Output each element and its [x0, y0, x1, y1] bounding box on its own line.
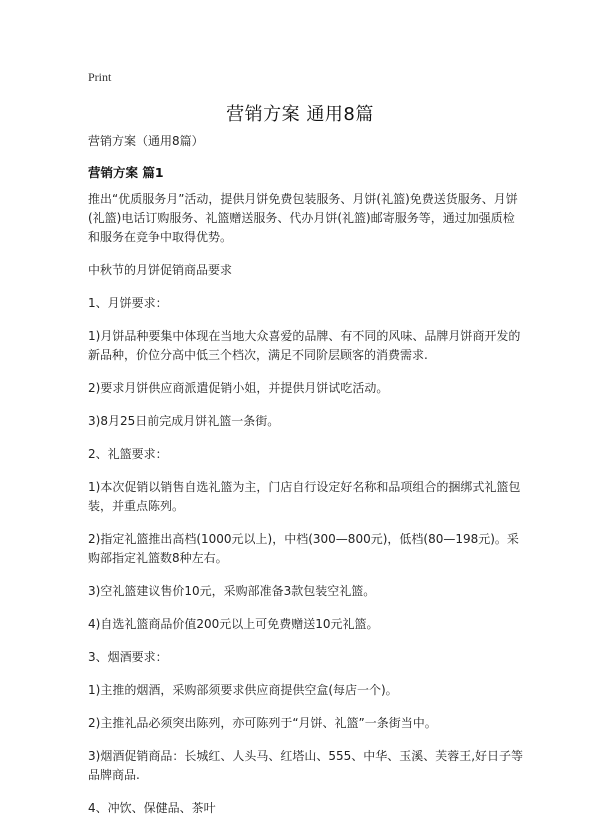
- paragraph: 4)自选礼篮商品价值200元以上可免费赠送10元礼篮。: [88, 617, 379, 631]
- document-title: 营销方案 通用8篇: [226, 104, 374, 125]
- paragraph: 3、烟酒要求：: [88, 650, 168, 664]
- paragraph: 2)指定礼篮推出高档(1000元以上)，中档(300—800元)，低档(80—198元)。采购部指定礼篮数8种左右。: [88, 532, 519, 565]
- section-heading: 营销方案 篇1: [88, 165, 164, 180]
- document-subtitle: 营销方案（通用8篇）: [88, 134, 204, 148]
- paragraph: 中秋节的月饼促销商品要求: [88, 263, 233, 277]
- paragraph: 1)主推的烟酒，采购部须要求供应商提供空盒(每店一个)。: [88, 683, 398, 697]
- paragraph: 2、礼篮要求：: [88, 447, 168, 461]
- paragraph: 1)月饼品种要集中体现在当地大众喜爱的品牌、有不同的风味、品牌月饼商开发的新品种，价位分高中低三个档次，满足不同阶层顾客的消费需求.: [88, 329, 521, 362]
- paragraph: 1、月饼要求：: [88, 296, 168, 310]
- paragraph: 推出“优质服务月”活动，提供月饼免费包装服务、月饼(礼篮)免费送货服务、月饼(礼篮)电话订购服务、礼篮赠送服务、代办月饼(礼篮)邮寄服务等，通过加强质检和服务在竞争中取得优势。: [88, 192, 518, 244]
- document-body: [88, 132, 524, 832]
- paragraph: 3)8月25日前完成月饼礼篮一条街。: [88, 414, 280, 428]
- paragraph: 4、冲饮、保健品、茶叶: [88, 801, 216, 815]
- print-link[interactable]: Print: [88, 70, 112, 84]
- paragraph: 2)主推礼品必须突出陈列，亦可陈列于“月饼、礼篮”一条街当中。: [88, 716, 437, 730]
- paragraph: 3)烟酒促销商品：长城红、人头马、红塔山、555、中华、玉溪、芙蓉王,好日子等品牌商品.: [88, 749, 524, 782]
- paragraph: 3)空礼篮建议售价10元，采购部准备3款包装空礼篮。: [88, 584, 376, 598]
- paragraph: 1)本次促销以销售自选礼篮为主，门店自行设定好名称和品项组合的捆绑式礼篮包装，并重点陈列。: [88, 480, 521, 513]
- paragraph: 2)要求月饼供应商派遣促销小姐，并提供月饼试吃活动。: [88, 381, 389, 395]
